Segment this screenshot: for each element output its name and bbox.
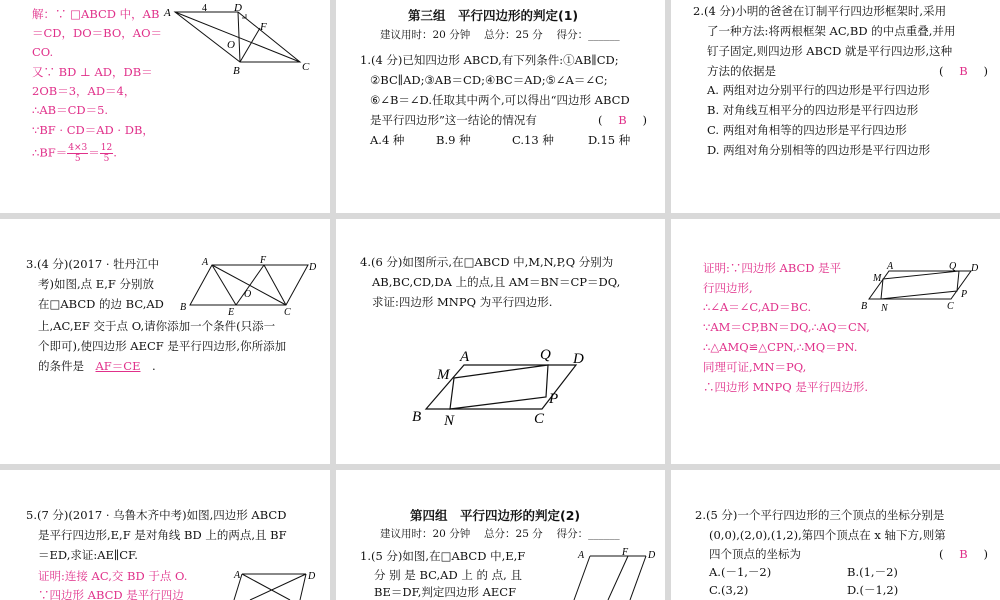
option-d: D. 两组对角分别相等的四边形是平行四边形: [707, 143, 931, 157]
fraction: $\frac{4\times 3}{5}$: [68, 143, 88, 164]
fig-label: A: [202, 257, 209, 268]
fig-label: N: [444, 413, 455, 429]
fig-label: D: [648, 550, 656, 561]
parallelogram-figure: [230, 566, 325, 600]
question-line: 考)如图,点 E,F 分别放: [38, 277, 154, 291]
answer-bracket: ( B ): [939, 62, 988, 82]
fig-label: F: [622, 547, 629, 558]
question-line: ②BC∥AD;③AB＝CD;④BC＝AD;⑤∠A＝∠C;: [370, 73, 608, 87]
question-line: 钉子固定,则四边形 ABCD 就是平行四边形,这种: [707, 44, 953, 58]
fig-label: C: [947, 301, 954, 312]
parallelogram-figure: [406, 345, 596, 429]
section-title: 第四组 平行四边形的判定(2): [410, 508, 581, 523]
answer-choice: B: [959, 547, 968, 561]
solution-line: CO.: [32, 45, 54, 59]
question-line: 5.(7 分)(2017 · 乌鲁木齐中考)如图,四边形 ABCD: [26, 508, 287, 522]
section-meta: 建议用时：20 分钟 总分：25 分 得分：______: [380, 528, 620, 540]
option-b: B. 对角线互相平分的四边形是平行四边形: [707, 103, 919, 117]
question-line: 2.(5 分)一个平行四边形的三个顶点的坐标分别是: [695, 508, 945, 522]
proof-line: 证明:连接 AC,交 BD 于点 O.: [38, 569, 188, 583]
option-c: C.(3,2): [709, 583, 749, 597]
proof-line: ∴∠A＝∠C,AD＝BC.: [703, 300, 812, 314]
question-line: 3.(4 分)(2017 · 牡丹江中: [26, 257, 160, 271]
fig-label: 4: [202, 3, 207, 14]
fig-label: M: [873, 273, 882, 284]
fig-label: B: [861, 301, 868, 312]
question-cell-group3-q1: [336, 0, 665, 213]
option-d: D.(－1,2): [847, 583, 899, 597]
fig-label: D: [971, 263, 979, 274]
question-line: 1.(5 分)如图,在□ABCD 中,E,F: [360, 549, 526, 563]
option-c: C.13 种: [512, 133, 554, 147]
question-line: 求证:四边形 MNPQ 为平行四边形.: [372, 295, 553, 309]
question-line: 了一种方法:将两根框架 AC,BD 的中点重叠,并用: [707, 24, 956, 38]
answer-cell-4: [671, 219, 1000, 464]
parallelogram-figure: [568, 546, 664, 600]
proof-line: 同理可证,MN＝PQ,: [703, 360, 807, 374]
fig-label: B: [233, 65, 240, 77]
fig-label: Q: [540, 347, 551, 363]
fill-answer: AF＝CE: [95, 359, 141, 373]
fig-label: O: [227, 39, 235, 51]
fig-label: B: [180, 302, 187, 313]
fig-label: B: [412, 409, 422, 425]
answer-bracket: ( B ): [598, 111, 647, 131]
section-meta: 建议用时：20 分钟 总分：25 分 得分：______: [380, 29, 620, 41]
fig-label: A: [164, 7, 171, 19]
fig-label: O: [244, 289, 252, 300]
fig-label: D: [308, 571, 316, 582]
question-line: 个即可),使四边形 AECF 是平行四边形,你所添加: [38, 339, 287, 353]
parallelogram-figure: [160, 0, 330, 80]
proof-line: ∵四边形 ABCD 是平行四边: [38, 588, 184, 600]
fig-label: A: [460, 349, 470, 365]
question-cell-4: [336, 219, 665, 464]
fig-label: N: [881, 303, 888, 314]
question-line: 4.(6 分)如图所示,在□ABCD 中,M,N,P,Q 分别为: [360, 255, 614, 269]
question-cell-group4-q2: [671, 470, 1000, 600]
question-line: 是平行四边形,E,F 是对角线 BD 上的两点,且 BF: [38, 528, 287, 542]
solution-line: ∴AB＝CD＝5.: [32, 103, 109, 117]
question-cell-group4-q1: [336, 470, 665, 600]
fig-label: P: [961, 289, 968, 300]
fraction: $\frac{12}{5}$: [100, 143, 113, 164]
question-line: ＝ED,求证:AE∥CF.: [38, 548, 138, 562]
proof-line: 行四边形,: [703, 281, 753, 295]
option-a: A.4 种: [370, 133, 405, 147]
proof-line: ∴四边形 MNPQ 是平行四边形.: [703, 380, 868, 394]
fig-label: D: [234, 2, 242, 14]
answer-choice: B: [618, 113, 627, 127]
fig-label: A: [234, 570, 241, 581]
fig-label: Q: [949, 261, 957, 272]
solution-line: ∵BF · CD＝AD · DB，: [32, 123, 154, 137]
question-line: 分 别 是 BC,AD 上 的 点, 且: [374, 568, 522, 582]
option-d: D.15 种: [588, 133, 631, 147]
fig-label: C: [302, 61, 310, 73]
option-a: A.(－1,－2): [709, 565, 772, 579]
solution-line: 2OB＝3，AD＝4，: [32, 84, 136, 98]
question-line: 是平行四边形”这一结论的情况有: [370, 113, 537, 127]
fig-label: C: [534, 411, 545, 427]
fig-label: P: [549, 391, 559, 407]
proof-line: 证明:∵四边形 ABCD 是平: [703, 261, 842, 275]
question-line: BE＝DF,判定四边形 AECF: [374, 585, 517, 599]
question-line: 1.(4 分)已知四边形 ABCD,有下列条件:①AB∥CD;: [360, 53, 619, 67]
proof-line: ∴△AMQ≌△CPN,∴MQ＝PN.: [703, 340, 858, 354]
question-line: 在□ABCD 的边 BC,AD: [38, 297, 164, 311]
question-cell-3: [0, 219, 330, 464]
parallelogram-figure: [180, 255, 320, 317]
question-line: 上,AC,EF 交于点 O,请你添加一个条件(只添一: [38, 319, 276, 333]
question-line: 的条件是 AF＝CE .: [38, 357, 156, 377]
question-line: 四个顶点的坐标为: [709, 547, 801, 561]
answer-cell-1: [0, 0, 330, 213]
fig-label: F: [260, 255, 267, 266]
answer-choice: B: [959, 64, 968, 78]
question-line: 2.(4 分)小明的爸爸在订制平行四边形框架时,采用: [693, 4, 947, 18]
fig-label: D: [309, 262, 317, 273]
fig-label: C: [284, 307, 291, 317]
proof-line: ∵AM＝CP,BN＝DQ,∴AQ＝CN,: [703, 320, 870, 334]
option-b: B.(1,－2): [847, 565, 898, 579]
option-a: A. 两组对边分别平行的四边形是平行四边形: [707, 83, 930, 97]
fig-label: A: [887, 261, 894, 272]
section-title: 第三组 平行四边形的判定(1): [408, 8, 579, 23]
parallelogram-figure-small: [861, 259, 991, 315]
fig-label: F: [260, 21, 267, 33]
solution-line: 解：∵ □ABCD 中，AB: [32, 7, 160, 21]
fig-label: E: [228, 307, 235, 317]
fig-label: D: [573, 351, 584, 367]
question-line: (0,0),(2,0),(1,2),第四个顶点在 x 轴下方,则第: [709, 528, 946, 542]
answer-bracket: ( B ): [939, 545, 988, 565]
question-line: ⑥∠B＝∠D.任取其中两个,可以得出“四边形 ABCD: [370, 93, 630, 107]
solution-line: 又∵ BD ⊥ AD，DB＝: [32, 65, 153, 79]
solution-line: ＝CD，DO＝BO，AO＝: [32, 26, 162, 40]
question-line: 方法的依据是: [707, 64, 776, 78]
question-line: AB,BC,CD,DA 上的点,且 AM＝BN＝CP＝DQ,: [372, 275, 621, 289]
fig-label: A: [578, 550, 585, 561]
fig-label: M: [437, 367, 450, 383]
option-c: C. 两组对角相等的四边形是平行四边形: [707, 123, 907, 137]
question-cell-group3-q2: [671, 0, 1000, 213]
question-cell-5: [0, 470, 330, 600]
option-b: B.9 种: [436, 133, 471, 147]
solution-line-final: ∴BF＝ $\frac{4\times 3}{5}$ ＝ $\frac{12}{5}$ .: [32, 143, 117, 164]
